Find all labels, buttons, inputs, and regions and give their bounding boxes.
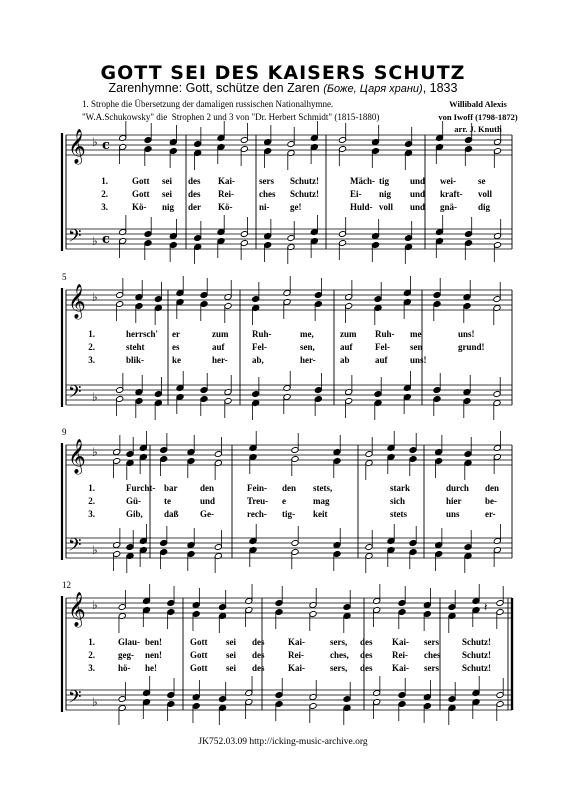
lyric-syllable: steht bbox=[126, 342, 145, 352]
lyric-syllable: her- bbox=[300, 355, 316, 365]
lyric-syllable: nen! bbox=[145, 650, 163, 660]
lyric-syllable: Kö- bbox=[132, 202, 147, 212]
lyric-syllable: e bbox=[282, 496, 286, 506]
song-title: GOTT SEI DES KAISERS SCHUTZ bbox=[100, 62, 466, 84]
text-credit-line-1: 1. Strophe die Übersetzung der damaligen russischen Nationalhymne. bbox=[82, 99, 334, 109]
lyric-syllable: stets bbox=[390, 509, 407, 519]
key-flat-icon: ♭ bbox=[92, 445, 98, 459]
common-time-icon: c bbox=[102, 138, 110, 153]
lyric-syllable: Kai- bbox=[288, 637, 305, 647]
lyric-syllable: hier bbox=[446, 496, 462, 506]
lyric-syllable: des bbox=[360, 650, 373, 660]
lyric-syllable: keit bbox=[313, 509, 328, 519]
composer-line-2: von Iwoff (1798-1872) bbox=[438, 111, 518, 122]
key-flat-icon: ♭ bbox=[92, 390, 98, 404]
lyric-syllable: wei- bbox=[440, 176, 456, 186]
lyric-syllable: des bbox=[188, 189, 201, 199]
lyric-syllable: 1. bbox=[101, 176, 108, 186]
lyric-syllable: es bbox=[172, 342, 180, 352]
lyric-syllable: 1. bbox=[88, 637, 95, 647]
lyric-syllable: und bbox=[410, 189, 426, 199]
composer-line-1: Willibald Alexis bbox=[449, 99, 507, 109]
lyric-syllable: des bbox=[360, 663, 373, 673]
lyric-syllable: Rei- bbox=[218, 189, 234, 199]
lyric-syllable: Kai- bbox=[218, 176, 235, 186]
key-flat-icon: ♭ bbox=[92, 543, 98, 557]
lyric-syllable: Treu- bbox=[247, 496, 269, 506]
key-flat-icon: ♭ bbox=[92, 234, 98, 248]
lyric-syllable: tig- bbox=[282, 509, 295, 519]
lyric-syllable: 2. bbox=[88, 650, 95, 660]
lyric-syllable: Ge- bbox=[200, 509, 214, 519]
subtitle-main: Zarenhymne: Gott, schütze den Zaren bbox=[108, 81, 320, 95]
lyric-syllable: ches, bbox=[330, 650, 349, 660]
lyric-syllable: uns bbox=[446, 509, 460, 519]
lyric-syllable: des bbox=[252, 637, 265, 647]
lyric-syllable: Schutz! bbox=[462, 637, 491, 647]
lyric-syllable: uns! bbox=[410, 355, 427, 365]
bass-clef-icon: 𝄢 bbox=[68, 226, 82, 250]
lyric-syllable: des bbox=[252, 650, 265, 660]
lyric-syllable: Fel- bbox=[375, 342, 390, 352]
subtitle-year: , 1833 bbox=[422, 81, 458, 95]
lyric-syllable: sei bbox=[226, 637, 236, 647]
lyric-syllable: zum bbox=[212, 329, 229, 339]
text-credit-line-2: "W.A.Schukowsky" die Strophen 2 und 3 von "Dr. Herbert Schmidt" (1815-1880) bbox=[82, 112, 380, 122]
lyric-syllable: sich bbox=[390, 496, 406, 506]
lyric-syllable: sei bbox=[162, 189, 172, 199]
treble-clef-icon: 𝄞 bbox=[68, 592, 86, 627]
lyric-syllable: 1. bbox=[88, 329, 95, 339]
lyric-syllable: sei bbox=[226, 650, 236, 660]
lyric-syllable: Gott bbox=[190, 637, 208, 647]
lyric-syllable: Gott bbox=[190, 663, 208, 673]
key-flat-icon: ♭ bbox=[92, 695, 98, 709]
lyric-syllable: voll bbox=[478, 189, 493, 199]
measure-number: 12 bbox=[62, 580, 71, 590]
quarter-rest-icon: 𝄽 bbox=[484, 601, 488, 614]
lyric-syllable: sen bbox=[410, 342, 423, 352]
lyric-syllable: Gü- bbox=[126, 496, 142, 506]
lyric-syllable: 2. bbox=[101, 189, 108, 199]
lyric-syllable: ches bbox=[424, 650, 441, 660]
lyric-syllable: auf bbox=[375, 355, 388, 365]
common-time-icon: c bbox=[102, 232, 110, 247]
composer-line-3: arr. J. Knuth bbox=[454, 124, 502, 134]
measure-number: 9 bbox=[62, 427, 67, 437]
lyric-syllable: me, bbox=[300, 329, 314, 339]
lyric-syllable: sen, bbox=[300, 342, 315, 352]
lyric-syllable: Rei- bbox=[392, 650, 408, 660]
lyric-syllable: Fein- bbox=[247, 483, 267, 493]
lyric-syllable: 2. bbox=[88, 342, 95, 352]
lyric-syllable: bar bbox=[164, 483, 178, 493]
lyric-syllable: sers bbox=[424, 663, 439, 673]
lyric-syllable: te bbox=[164, 496, 171, 506]
lyric-syllable: der bbox=[188, 202, 201, 212]
footer-archive-id: JK752.03.09 http://icking-music-archive.org bbox=[198, 737, 368, 747]
bass-clef-icon: 𝄢 bbox=[68, 382, 82, 406]
lyric-syllable: stets, bbox=[313, 483, 333, 493]
lyric-syllable: 2. bbox=[88, 496, 95, 506]
lyric-syllable: den bbox=[485, 483, 500, 493]
lyric-syllable: ke bbox=[172, 355, 181, 365]
treble-clef-icon: 𝄞 bbox=[68, 129, 86, 164]
lyric-syllable: durch bbox=[446, 483, 469, 493]
lyric-syllable: auf bbox=[212, 342, 225, 352]
lyric-syllable: Huld- bbox=[350, 202, 373, 212]
staff-lines bbox=[62, 129, 512, 712]
lyric-syllable: Schutz! bbox=[290, 189, 319, 199]
lyric-syllable: sers, bbox=[330, 663, 348, 673]
lyric-syllable: des bbox=[360, 637, 373, 647]
lyric-syllable: 3. bbox=[101, 202, 108, 212]
lyric-syllable: Kai- bbox=[392, 637, 409, 647]
lyric-syllable: geg- bbox=[118, 650, 134, 660]
lyric-syllable: des bbox=[252, 663, 265, 673]
lyric-syllable: grund! bbox=[458, 342, 485, 352]
lyric-syllable: ben! bbox=[145, 637, 163, 647]
lyric-syllable: und bbox=[200, 496, 216, 506]
lyric-syllable: ab, bbox=[252, 355, 264, 365]
lyric-syllable: sers, bbox=[330, 637, 348, 647]
lyric-syllable: Gib, bbox=[126, 509, 143, 519]
key-flat-icon: ♭ bbox=[92, 135, 98, 149]
key-flat-icon: ♭ bbox=[92, 290, 98, 304]
lyric-syllable: me bbox=[410, 329, 422, 339]
lyric-syllable: Schutz! bbox=[290, 176, 319, 186]
lyric-syllable: dig bbox=[478, 202, 491, 212]
lyric-syllable: he! bbox=[145, 663, 157, 673]
lyric-syllable: herrsch' bbox=[126, 329, 158, 339]
lyric-syllable: ches bbox=[259, 189, 276, 199]
lyric-syllable: 3. bbox=[88, 509, 95, 519]
lyric-syllable: gnä- bbox=[440, 202, 458, 212]
lyric-syllable: Mäch- bbox=[350, 176, 375, 186]
lyric-syllable: Gott bbox=[132, 189, 150, 199]
lyric-syllable: sei bbox=[226, 663, 236, 673]
lyric-syllable: sei bbox=[162, 176, 172, 186]
lyric-syllable: Rei- bbox=[288, 650, 304, 660]
lyric-syllable: Kai- bbox=[392, 663, 409, 673]
lyric-syllable: zum bbox=[340, 329, 357, 339]
lyric-syllable: Schutz! bbox=[462, 663, 491, 673]
lyric-syllable: Gott bbox=[132, 176, 150, 186]
lyric-syllable: Ruh- bbox=[252, 329, 272, 339]
lyric-syllable: 3. bbox=[88, 355, 95, 365]
lyric-syllable: ni- bbox=[259, 202, 270, 212]
lyric-syllable: tig bbox=[379, 176, 389, 186]
lyric-syllable: hö- bbox=[118, 663, 131, 673]
lyric-syllable: Glau- bbox=[118, 637, 141, 647]
subtitle-russian: (Боже, Царя храни) bbox=[323, 83, 423, 95]
lyric-syllable: Kö- bbox=[218, 202, 233, 212]
measure-number: 5 bbox=[62, 272, 67, 282]
lyric-syllable: kraft- bbox=[440, 189, 463, 199]
lyric-syllable: Kai- bbox=[288, 663, 305, 673]
lyric-syllable: Fel- bbox=[252, 342, 267, 352]
lyric-syllable: den bbox=[200, 483, 215, 493]
lyric-syllable: Furcht- bbox=[126, 483, 156, 493]
lyric-syllable: er bbox=[172, 329, 180, 339]
lyric-syllable: nig bbox=[379, 189, 392, 199]
lyric-syllable: er- bbox=[485, 509, 496, 519]
lyric-syllable: auf bbox=[340, 342, 353, 352]
treble-clef-icon: 𝄞 bbox=[68, 439, 86, 474]
lyric-syllable: den bbox=[282, 483, 297, 493]
treble-clef-icon: 𝄞 bbox=[68, 284, 86, 319]
lyric-syllable: sers bbox=[424, 637, 439, 647]
lyric-syllable: sers bbox=[259, 176, 274, 186]
bass-clef-icon: 𝄢 bbox=[68, 687, 82, 711]
lyric-syllable: stark bbox=[390, 483, 410, 493]
lyric-syllable: und bbox=[410, 176, 426, 186]
lyric-syllable: und bbox=[410, 202, 426, 212]
lyric-syllable: ge! bbox=[290, 202, 302, 212]
lyric-syllable: be- bbox=[485, 496, 497, 506]
lyric-syllable: daß bbox=[164, 509, 179, 519]
lyric-syllable: ab bbox=[340, 355, 350, 365]
key-flat-icon: ♭ bbox=[92, 598, 98, 612]
lyric-syllable: blik- bbox=[126, 355, 145, 365]
lyric-syllable: her- bbox=[212, 355, 228, 365]
lyric-syllable: se bbox=[478, 176, 486, 186]
lyric-syllable: 1. bbox=[88, 483, 95, 493]
lyric-syllable: 3. bbox=[88, 663, 95, 673]
lyric-syllable: nig bbox=[162, 202, 175, 212]
bass-clef-icon: 𝄢 bbox=[68, 535, 82, 559]
lyric-syllable: voll bbox=[379, 202, 394, 212]
lyric-syllable: uns! bbox=[458, 329, 475, 339]
lyric-syllable: mag bbox=[313, 496, 330, 506]
lyric-syllable: Schutz! bbox=[462, 650, 491, 660]
lyric-syllable: Ei- bbox=[350, 189, 362, 199]
lyric-syllable: rech- bbox=[247, 509, 267, 519]
lyric-syllable: Gott bbox=[190, 650, 208, 660]
lyric-syllable: des bbox=[188, 176, 201, 186]
lyric-syllable: Ruh- bbox=[375, 329, 395, 339]
